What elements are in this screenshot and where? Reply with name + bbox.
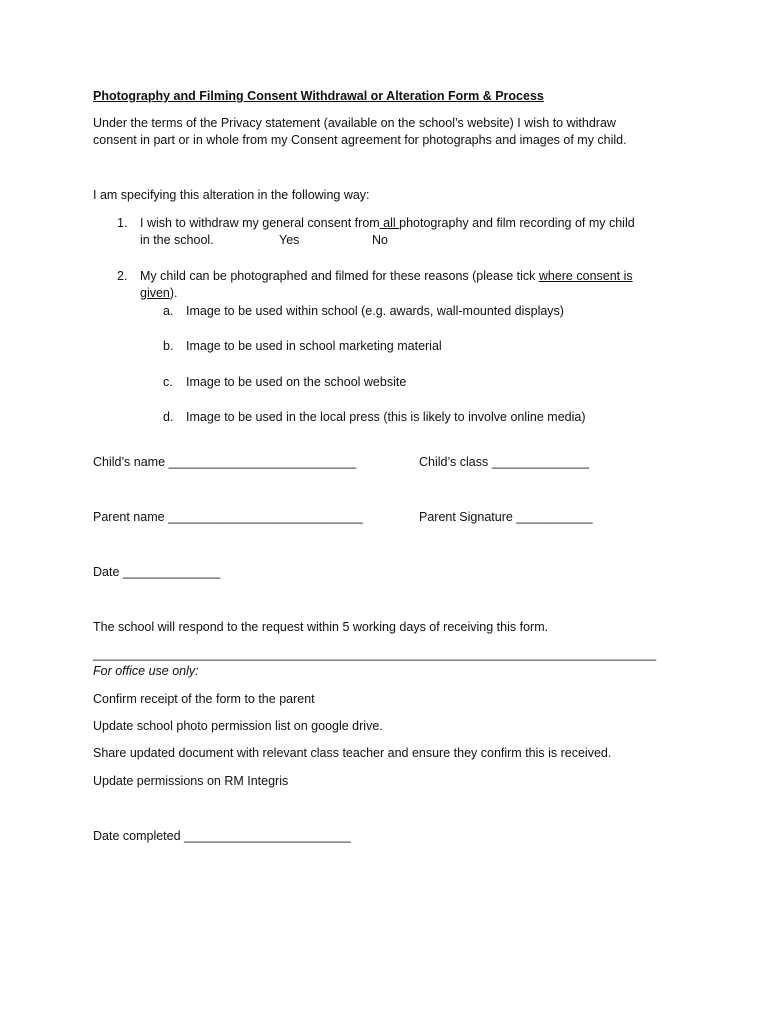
item-2-line-1 <box>140 268 633 284</box>
item-2-text-before: My child can be photographed and filmed for these reasons (please tick <box>140 269 539 283</box>
parent-signature-field[interactable]: Parent Signature ___________ <box>419 510 593 524</box>
item-1-yes-option[interactable]: Yes <box>279 233 300 247</box>
specifying-text: I am specifying this alteration in the following way: <box>93 188 370 202</box>
item-1-line-2: in the school. <box>140 233 214 247</box>
form-title: Photography and Filming Consent Withdrawal or Alteration Form & Process <box>93 89 544 103</box>
date-completed-field[interactable]: Date completed ________________________ <box>93 829 351 843</box>
item-2-line-2 <box>140 285 178 301</box>
office-divider: _________________________________________________________________________________ <box>93 647 657 661</box>
parent-name-field[interactable]: Parent name ____________________________ <box>93 510 363 524</box>
item-2-underlined-given: given <box>140 286 170 300</box>
reason-b-letter: b. <box>163 339 174 353</box>
item-1-line-1 <box>140 215 635 231</box>
office-use-heading: For office use only: <box>93 664 199 678</box>
date-field[interactable]: Date ______________ <box>93 565 221 579</box>
item-1-text-before: I wish to withdraw my general consent from <box>140 216 380 230</box>
reason-a-letter: a. <box>163 304 174 318</box>
office-step-2: Update school photo permission list on google drive. <box>93 719 383 733</box>
item-2-underlined-text: where consent is <box>538 269 633 283</box>
reason-d-letter: d. <box>163 410 174 424</box>
intro-line-1: Under the terms of the Privacy statement (available on the school’s website) I wish to withdraw <box>93 116 616 130</box>
item-2-text-after: ). <box>169 286 178 300</box>
reason-a-text[interactable]: Image to be used within school (e.g. awards, wall-mounted displays) <box>186 304 564 318</box>
office-step-4: Update permissions on RM Integris <box>93 774 289 788</box>
reason-c-letter: c. <box>163 375 173 389</box>
childs-name-field[interactable]: Child’s name ___________________________ <box>93 455 357 469</box>
office-step-3: Share updated document with relevant class teacher and ensure they confirm this is received. <box>93 746 612 760</box>
reason-d-text[interactable]: Image to be used in the local press (this is likely to involve online media) <box>186 410 586 424</box>
reason-c-text[interactable]: Image to be used on the school website <box>186 375 407 389</box>
intro-line-2: consent in part or in whole from my Consent agreement for photographs and images of my child. <box>93 133 627 147</box>
office-step-1: Confirm receipt of the form to the parent <box>93 692 315 706</box>
childs-class-field[interactable]: Child’s class ______________ <box>419 455 590 469</box>
respond-text: The school will respond to the request within 5 working days of receiving this form. <box>93 620 549 634</box>
item-1-number: 1. <box>117 216 128 230</box>
reason-b-text[interactable]: Image to be used in school marketing material <box>186 339 442 353</box>
item-1-text-after: photography and film recording of my child <box>399 216 635 230</box>
item-2-number: 2. <box>117 269 128 283</box>
item-1-no-option[interactable]: No <box>372 233 388 247</box>
item-1-underlined-all: all <box>379 216 400 230</box>
